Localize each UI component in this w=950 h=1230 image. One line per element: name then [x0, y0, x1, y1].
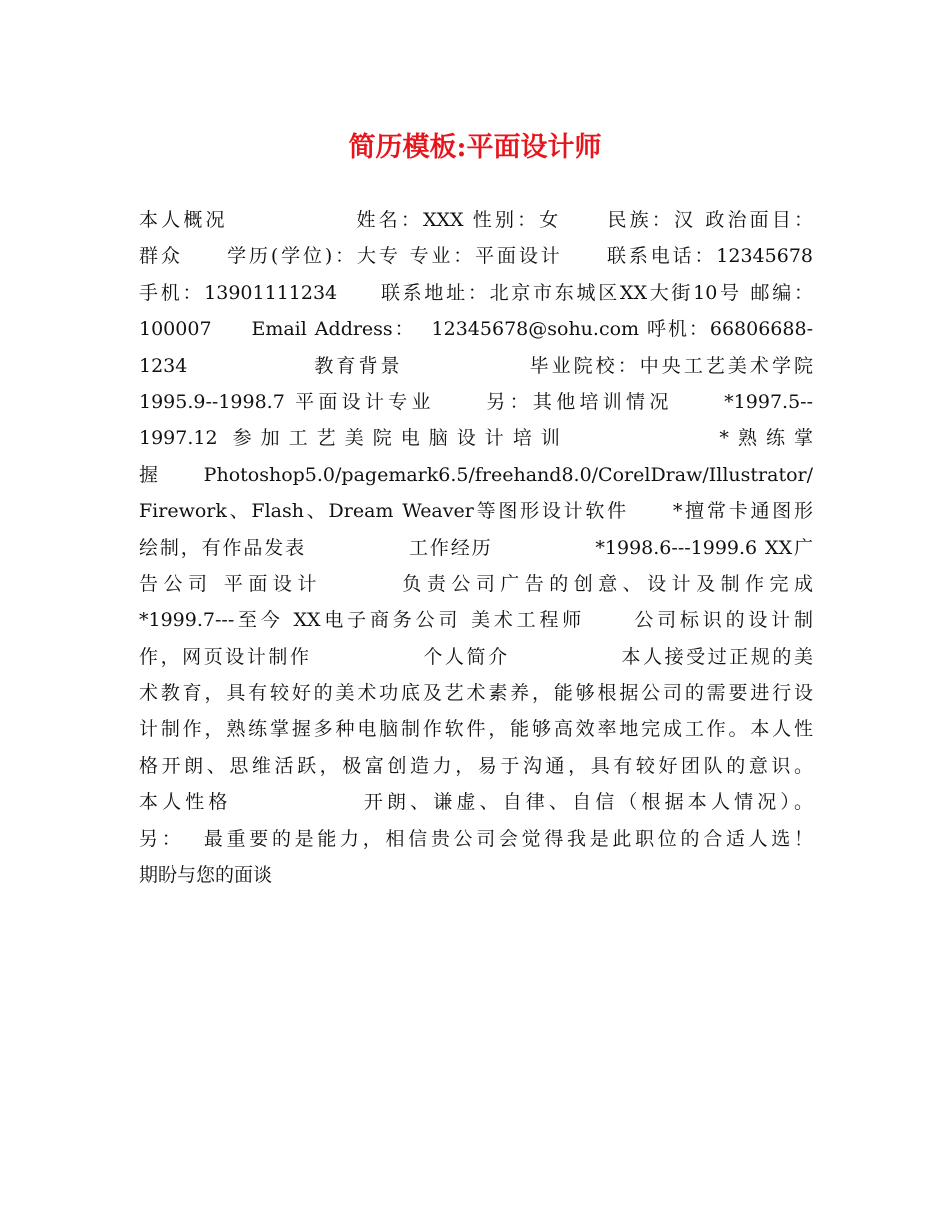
text-line: 计制作，熟练掌握多种电脑制作软件，能够高效率地完成工作。本人性 [139, 718, 813, 741]
text-line: 100007 Email Address： 12345678@sohu.com 呼机：66806688- [139, 318, 813, 341]
document-title: 简历模板:平面设计师 [348, 132, 602, 163]
text-line: 告公司 平面设计 负责公司广告的创意、设计及制作完成 [139, 572, 813, 595]
text-line: 术教育，具有较好的美术功底及艺术素养，能够根据公司的需要进行设 [139, 682, 813, 705]
text-line: *1999.7---至今 XX电子商务公司 美术工程师 公司标识的设计制 [139, 609, 813, 632]
text-line: 作，网页设计制作 个人简介 本人接受过正规的美 [139, 645, 813, 668]
text-line: 群众 学历(学位)：大专 专业：平面设计 联系电话：12345678 [139, 245, 813, 268]
text-line: 绘制，有作品发表 工作经历 *1998.6---1999.6 XX广 [139, 536, 813, 559]
text-line: 手机：13901111234 联系地址：北京市东城区XX大街10号 邮编： [139, 281, 813, 304]
text-line: 1995.9--1998.7 平面设计专业 另：其他培训情况 *1997.5-- [139, 390, 813, 413]
text-line: Firework、Flash、Dream Weaver等图形设计软件 *擅常卡通图形 [139, 500, 813, 523]
resume-body [139, 202, 813, 893]
text-line: 1234 教育背景 毕业院校：中央工艺美术学院 [139, 354, 813, 377]
text-line: 握 Photoshop5.0/pagemark6.5/freehand8.0/CorelDraw/Illustrator/ [139, 463, 813, 486]
text-line: 另： 最重要的是能力，相信贵公司会觉得我是此职位的合适人选！ [139, 827, 813, 850]
text-line: 本人概况 姓名：XXX 性别：女 民族：汉 政治面目： [139, 209, 813, 231]
text-line: 本人性格 开朗、谦虚、自律、自信（根据本人情况）。 [139, 791, 813, 814]
text-line: 格开朗、思维活跃，极富创造力，易于沟通，具有较好团队的意识。 [139, 754, 813, 777]
text-line: 1997.12 参加工艺美院电脑设计培训 *熟练掌 [139, 427, 813, 450]
text-line: 期盼与您的面谈 [139, 864, 273, 887]
